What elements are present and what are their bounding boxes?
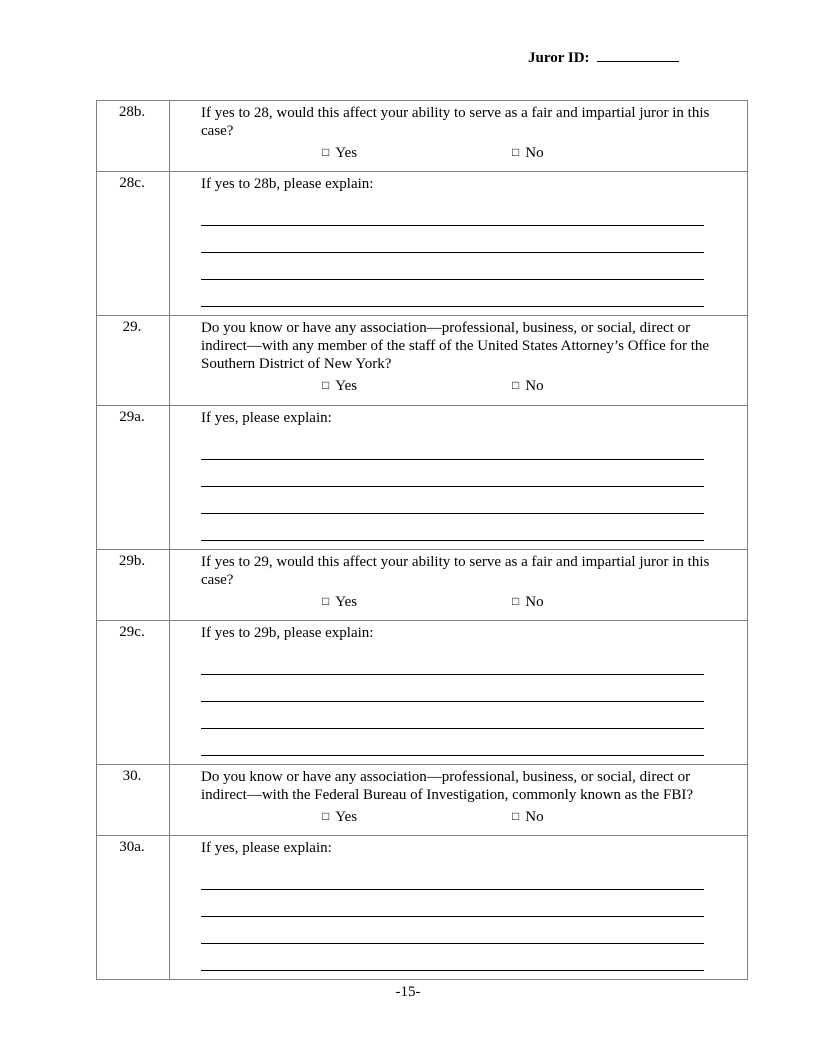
answer-line[interactable] — [201, 649, 704, 675]
question-number: 29. — [97, 316, 170, 406]
no-option[interactable] — [512, 378, 544, 395]
answer-line[interactable] — [201, 702, 704, 729]
no-option[interactable] — [512, 809, 544, 826]
yes-label: Yes — [335, 809, 358, 825]
question-row — [97, 172, 748, 316]
question-number: 30. — [97, 765, 170, 836]
page-number: -15- — [395, 984, 421, 1000]
answer-line[interactable] — [201, 675, 704, 702]
question-text: Do you know or have any association—professional, business, or social, direct or indirect—with the Federal Bureau of Investigation, commonly known as the FBI? — [201, 769, 693, 803]
yes-option[interactable] — [322, 594, 357, 611]
no-label: No — [525, 809, 544, 825]
no-checkbox[interactable]: □ — [512, 809, 520, 823]
question-number: 28b. — [97, 101, 170, 172]
no-checkbox[interactable]: □ — [512, 145, 520, 159]
questionnaire-table — [96, 100, 748, 980]
answer-lines — [201, 642, 725, 764]
answer-line[interactable] — [201, 280, 704, 307]
question-number: 28c. — [97, 172, 170, 316]
answer-line[interactable] — [201, 487, 704, 514]
yes-label: Yes — [335, 145, 358, 161]
no-label: No — [525, 378, 544, 394]
question-row — [97, 101, 748, 172]
yes-no-options — [201, 594, 725, 616]
question-text: If yes, please explain: — [201, 840, 332, 856]
answer-line[interactable] — [201, 729, 704, 756]
answer-line[interactable] — [201, 253, 704, 280]
yes-checkbox[interactable]: □ — [322, 145, 330, 159]
question-text: Do you know or have any association—professional, business, or social, direct or indirect—with any member of the staff of the United States Attorney’s Office for the Southern District of New York? — [201, 320, 710, 372]
answer-line[interactable] — [201, 864, 704, 890]
no-option[interactable] — [512, 594, 544, 611]
question-text: If yes to 29b, please explain: — [201, 625, 374, 641]
yes-option[interactable] — [322, 145, 357, 162]
yes-label: Yes — [335, 378, 358, 394]
answer-line[interactable] — [201, 460, 704, 487]
no-label: No — [525, 594, 544, 610]
yes-label: Yes — [335, 594, 358, 610]
question-row — [97, 550, 748, 621]
yes-option[interactable] — [322, 809, 357, 826]
no-checkbox[interactable]: □ — [512, 378, 520, 392]
yes-checkbox[interactable]: □ — [322, 594, 330, 608]
yes-checkbox[interactable]: □ — [322, 378, 330, 392]
question-row — [97, 316, 748, 406]
question-row — [97, 406, 748, 550]
juror-id-blank[interactable] — [597, 48, 679, 62]
answer-lines — [201, 427, 725, 549]
question-text: If yes to 28, would this affect your ability to serve as a fair and impartial juror in this case? — [201, 105, 710, 139]
question-number: 30a. — [97, 836, 170, 980]
question-text: If yes, please explain: — [201, 410, 332, 426]
no-label: No — [525, 145, 544, 161]
answer-lines — [201, 857, 725, 979]
answer-line[interactable] — [201, 890, 704, 917]
question-row — [97, 621, 748, 765]
yes-no-options — [201, 378, 725, 400]
no-option[interactable] — [512, 145, 544, 162]
answer-line[interactable] — [201, 200, 704, 226]
question-number: 29a. — [97, 406, 170, 550]
answer-line[interactable] — [201, 226, 704, 253]
no-checkbox[interactable]: □ — [512, 594, 520, 608]
question-row — [97, 836, 748, 980]
yes-option[interactable] — [322, 378, 357, 395]
answer-line[interactable] — [201, 434, 704, 460]
yes-no-options — [201, 809, 725, 831]
question-text: If yes to 28b, please explain: — [201, 176, 374, 192]
juror-id-label: Juror ID: — [528, 50, 590, 66]
yes-checkbox[interactable]: □ — [322, 809, 330, 823]
yes-no-options — [201, 145, 725, 167]
answer-line[interactable] — [201, 944, 704, 971]
answer-line[interactable] — [201, 917, 704, 944]
question-number: 29b. — [97, 550, 170, 621]
question-row — [97, 765, 748, 836]
answer-line[interactable] — [201, 514, 704, 541]
question-number: 29c. — [97, 621, 170, 765]
juror-id-field — [528, 48, 679, 67]
answer-lines — [201, 193, 725, 315]
question-text: If yes to 29, would this affect your ability to serve as a fair and impartial juror in this case? — [201, 554, 710, 588]
